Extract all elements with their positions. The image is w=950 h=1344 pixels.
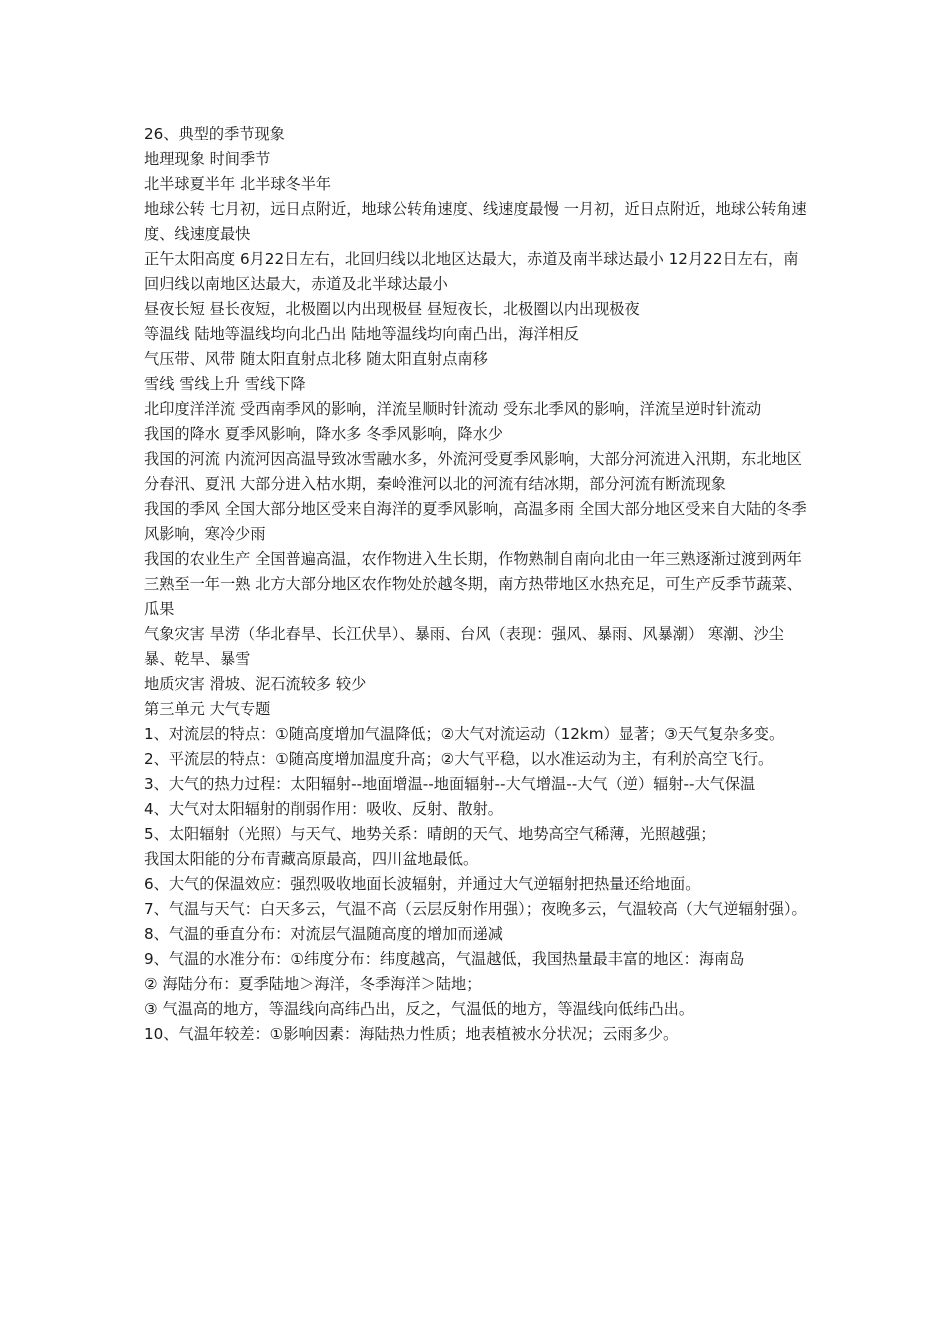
- text-line: 雪线 雪线上升 雪线下降: [144, 375, 306, 393]
- text-line: ③ 气温高的地方，等温线向高纬凸出，反之，气温低的地方，等温线向低纬凸出。: [144, 1000, 695, 1018]
- text-line: 等温线 陆地等温线均向北凸出 陆地等温线均向南凸出，海洋相反: [144, 325, 579, 343]
- text-line: 正午太阳高度 6月22日左右，北回归线以北地区达最大，赤道及南半球达最小 12月22日左右，南回归线以南地区达最大，赤道及北半球达最小: [144, 250, 799, 293]
- text-line: 我国的降水 夏季风影响，降水多 冬季风影响，降水少: [144, 425, 503, 443]
- text-line: 地质灾害 滑坡、泥石流较多 较少: [144, 675, 367, 693]
- text-line: 地球公转 七月初，远日点附近，地球公转角速度、线速度最慢 一月初，近日点附近，地球公转角速度、线速度最快: [144, 200, 807, 243]
- text-line: 26、典型的季节现象: [144, 125, 285, 143]
- text-line: 我国的农业生产 全国普遍高温，农作物进入生长期，作物熟制自南向北由一年三熟逐渐过渡到两年三熟至一年一熟 北方大部分地区农作物处於越冬期，南方热带地区水热充足，可生产反季节蔬菜、瓜果: [144, 550, 802, 618]
- text-line: 气压带、风带 随太阳直射点北移 随太阳直射点南移: [144, 350, 488, 368]
- section-heading: 第三单元 大气专题: [144, 700, 271, 718]
- text-line: ② 海陆分布：夏季陆地＞海洋，冬季海洋＞陆地；: [144, 975, 482, 993]
- text-line: 地理现象 时间季节: [144, 150, 271, 168]
- text-line: 我国的季风 全国大部分地区受来自海洋的夏季风影响，高温多雨 全国大部分地区受来自大陆的冬季风影响，寒冷少雨: [144, 500, 807, 543]
- text-line: 6、大气的保温效应：强烈吸收地面长波辐射，并通过大气逆辐射把热量还给地面。: [144, 875, 701, 893]
- text-line: 北半球夏半年 北半球冬半年: [144, 175, 332, 193]
- text-line: 4、大气对太阳辐射的削弱作用：吸收、反射、散射。: [144, 800, 503, 818]
- text-line: 昼夜长短 昼长夜短，北极圈以内出现极昼 昼短夜长，北极圈以内出现极夜: [144, 300, 640, 318]
- text-line: 北印度洋洋流 受西南季风的影响，洋流呈顺时针流动 受东北季风的影响，洋流呈逆时针流动: [144, 400, 762, 418]
- text-line: 我国太阳能的分布青藏高原最高，四川盆地最低。: [144, 850, 479, 868]
- text-line: 1、对流层的特点：①随高度增加气温降低；②大气对流运动（12km）显著；③天气复杂多变。: [144, 725, 785, 743]
- text-line: 2、平流层的特点：①随高度增加温度升高；②大气平稳，以水准运动为主，有利於高空飞行。: [144, 750, 774, 768]
- text-line: 10、气温年较差：①影响因素：海陆热力性质；地表植被水分状况；云雨多少。: [144, 1025, 679, 1043]
- text-line: 9、气温的水准分布：①纬度分布：纬度越高，气温越低，我国热量最丰富的地区：海南岛: [144, 950, 745, 968]
- text-line: 我国的河流 内流河因高温导致冰雪融水多，外流河受夏季风影响，大部分河流进入汛期，东北地区分春汛、夏汛 大部分进入枯水期，秦岭淮河以北的河流有结冰期，部分河流有断流现象: [144, 450, 802, 493]
- text-line: 8、气温的垂直分布：对流层气温随高度的增加而递减: [144, 925, 503, 943]
- text-line: 7、气温与天气：白天多云，气温不高（云层反射作用强）；夜晚多云，气温较高（大气逆辐射强）。: [144, 900, 807, 918]
- text-line: 气象灾害 旱涝（华北春旱、长江伏旱）、暴雨、台风（表现：强风、暴雨、风暴潮） 寒潮、沙尘暴、乾旱、暴雪: [144, 625, 784, 668]
- text-line: 5、太阳辐射（光照）与天气、地势关系：晴朗的天气、地势高空气稀薄，光照越强；: [144, 825, 716, 843]
- text-line: 3、大气的热力过程：太阳辐射--地面增温--地面辐射--大气增温--大气（逆）辐射--大气保温: [144, 775, 756, 793]
- document-body: [144, 122, 810, 1047]
